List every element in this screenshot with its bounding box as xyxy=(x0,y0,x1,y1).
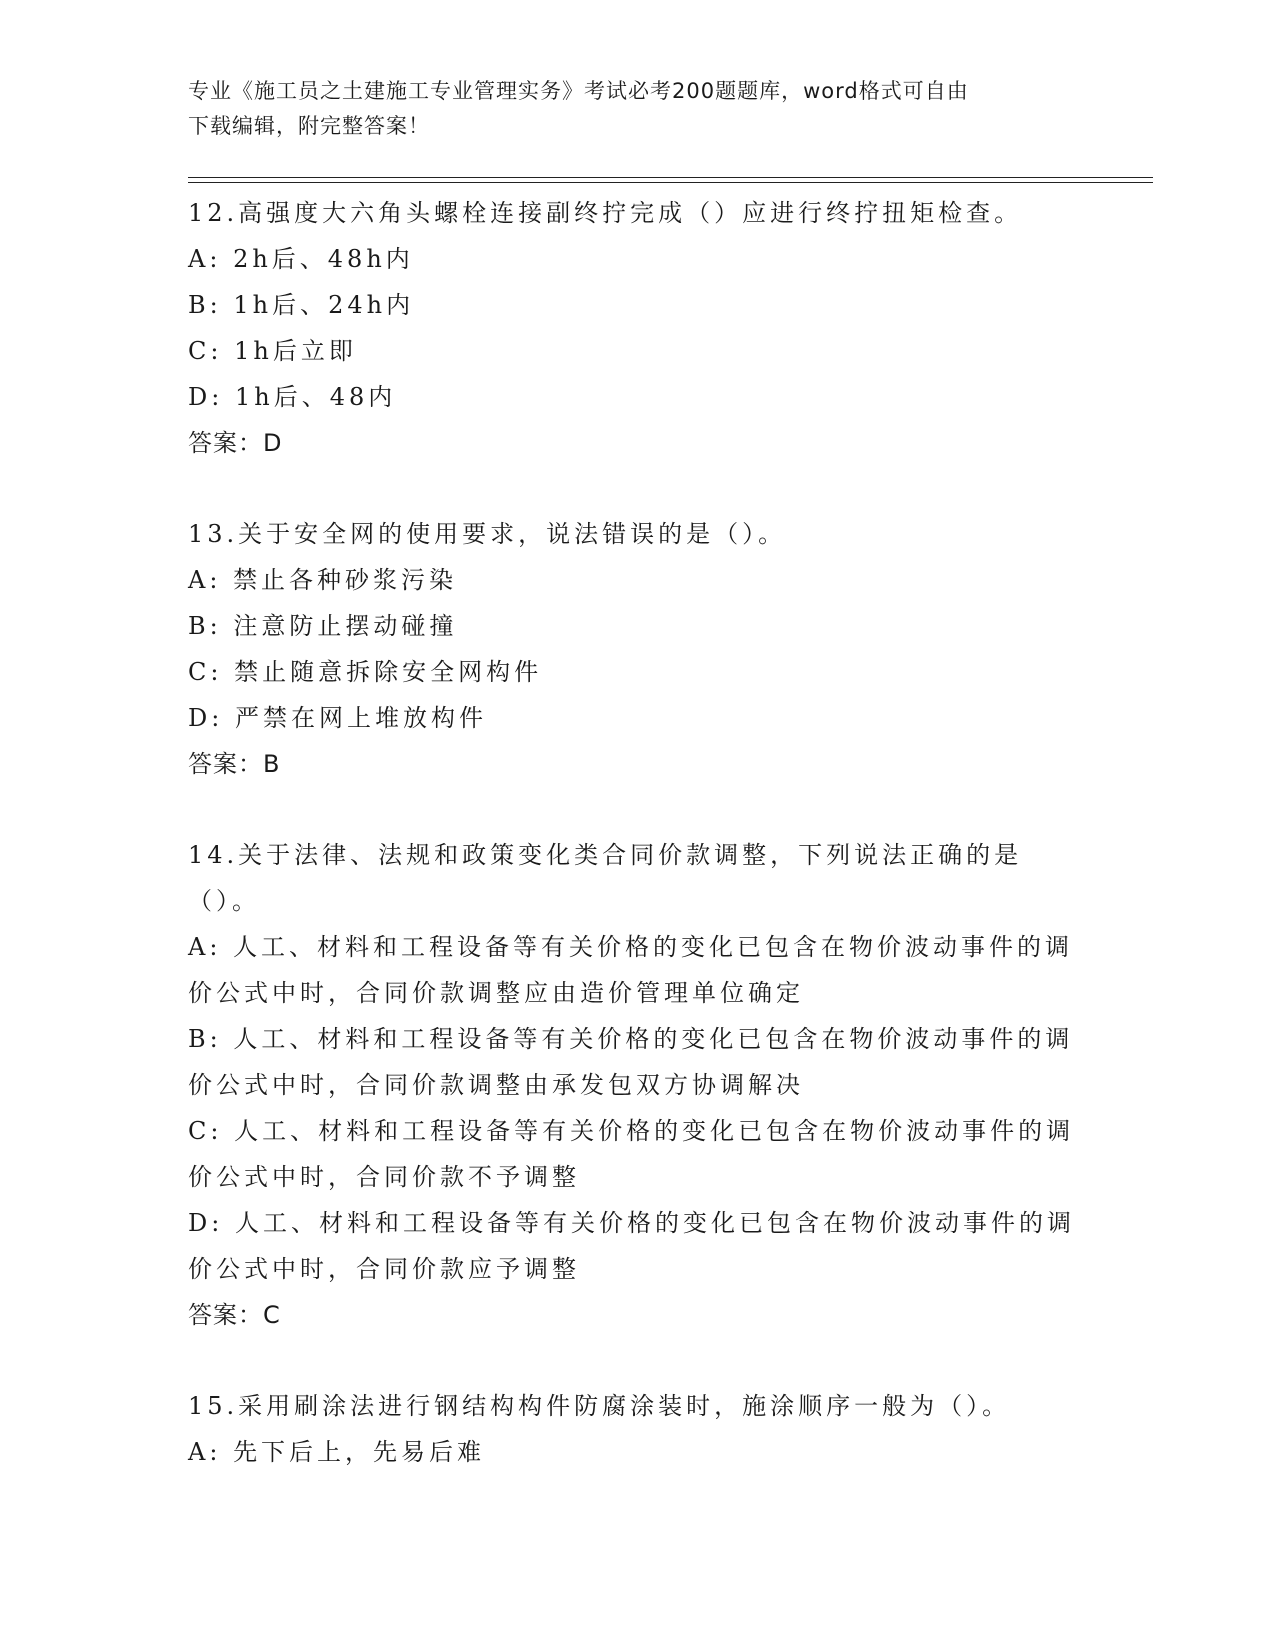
header-line-1: 专业《施工员之土建施工专业管理实务》考试必考200题题库，word格式可自由 xyxy=(188,79,969,103)
option-key: B: xyxy=(188,291,222,319)
question-list xyxy=(188,190,1088,1520)
option-a xyxy=(188,236,1088,282)
header-line-2: 下载编辑，附完整答案！ xyxy=(188,114,430,138)
question-12 xyxy=(188,190,1088,466)
option-key: C: xyxy=(188,337,223,365)
option-text: 1h后立即 xyxy=(234,337,357,365)
option-key: C: xyxy=(188,658,223,686)
option-a xyxy=(188,924,1088,1016)
question-stem: 12.高强度大六角头螺栓连接副终拧完成（）应进行终拧扭矩检查。 xyxy=(188,199,1023,227)
option-text: 严禁在网上堆放构件 xyxy=(234,704,487,732)
option-d xyxy=(188,1200,1088,1292)
option-text: 先下后上，先易后难 xyxy=(233,1438,486,1466)
option-text: 人工、材料和工程设备等有关价格的变化已包含在物价波动事件的调价公式中时，合同价款调整应由造价管理单位确定 xyxy=(188,933,1074,1007)
option-text: 2h后、48h内 xyxy=(233,245,414,273)
option-key: A: xyxy=(188,245,222,273)
option-c xyxy=(188,1108,1088,1200)
option-key: A: xyxy=(188,566,222,594)
option-text: 1h后、48内 xyxy=(234,383,397,411)
header-divider-bottom xyxy=(188,182,1153,183)
question-13 xyxy=(188,511,1088,787)
option-text: 禁止各种砂浆污染 xyxy=(233,566,458,594)
option-d xyxy=(188,695,1088,741)
option-a xyxy=(188,557,1088,603)
option-c xyxy=(188,328,1088,374)
header-divider-top xyxy=(188,177,1153,178)
option-d xyxy=(188,374,1088,420)
option-key: D: xyxy=(188,383,224,411)
option-b xyxy=(188,282,1088,328)
question-stem: 13.关于安全网的使用要求，说法错误的是（）。 xyxy=(188,520,787,548)
document-header xyxy=(188,74,1088,144)
option-key: B: xyxy=(188,612,222,640)
option-text: 注意防止摆动碰撞 xyxy=(233,612,458,640)
option-b xyxy=(188,1016,1088,1108)
option-b xyxy=(188,603,1088,649)
answer-label: 答案：C xyxy=(188,1301,281,1329)
option-c xyxy=(188,649,1088,695)
option-key: D: xyxy=(188,1209,224,1237)
answer-label: 答案：B xyxy=(188,750,281,778)
option-text: 1h后、24h内 xyxy=(233,291,415,319)
option-key: B: xyxy=(188,1025,222,1053)
option-key: A: xyxy=(188,1438,222,1466)
option-text: 人工、材料和工程设备等有关价格的变化已包含在物价波动事件的调价公式中时，合同价款应予调整 xyxy=(188,1209,1075,1283)
option-a xyxy=(188,1429,1088,1475)
question-stem: 14.关于法律、法规和政策变化类合同价款调整，下列说法正确的是（）。 xyxy=(188,841,1023,915)
answer-label: 答案：D xyxy=(188,429,283,457)
question-15 xyxy=(188,1383,1088,1475)
option-text: 禁止随意拆除安全网构件 xyxy=(234,658,543,686)
option-key: D: xyxy=(188,704,224,732)
option-key: A: xyxy=(188,933,222,961)
option-key: C: xyxy=(188,1117,223,1145)
question-stem: 15.采用刷涂法进行钢结构构件防腐涂装时，施涂顺序一般为（）。 xyxy=(188,1392,1011,1420)
question-14 xyxy=(188,832,1088,1338)
option-text: 人工、材料和工程设备等有关价格的变化已包含在物价波动事件的调价公式中时，合同价款不予调整 xyxy=(188,1117,1075,1191)
option-text: 人工、材料和工程设备等有关价格的变化已包含在物价波动事件的调价公式中时，合同价款调整由承发包双方协调解决 xyxy=(188,1025,1074,1099)
